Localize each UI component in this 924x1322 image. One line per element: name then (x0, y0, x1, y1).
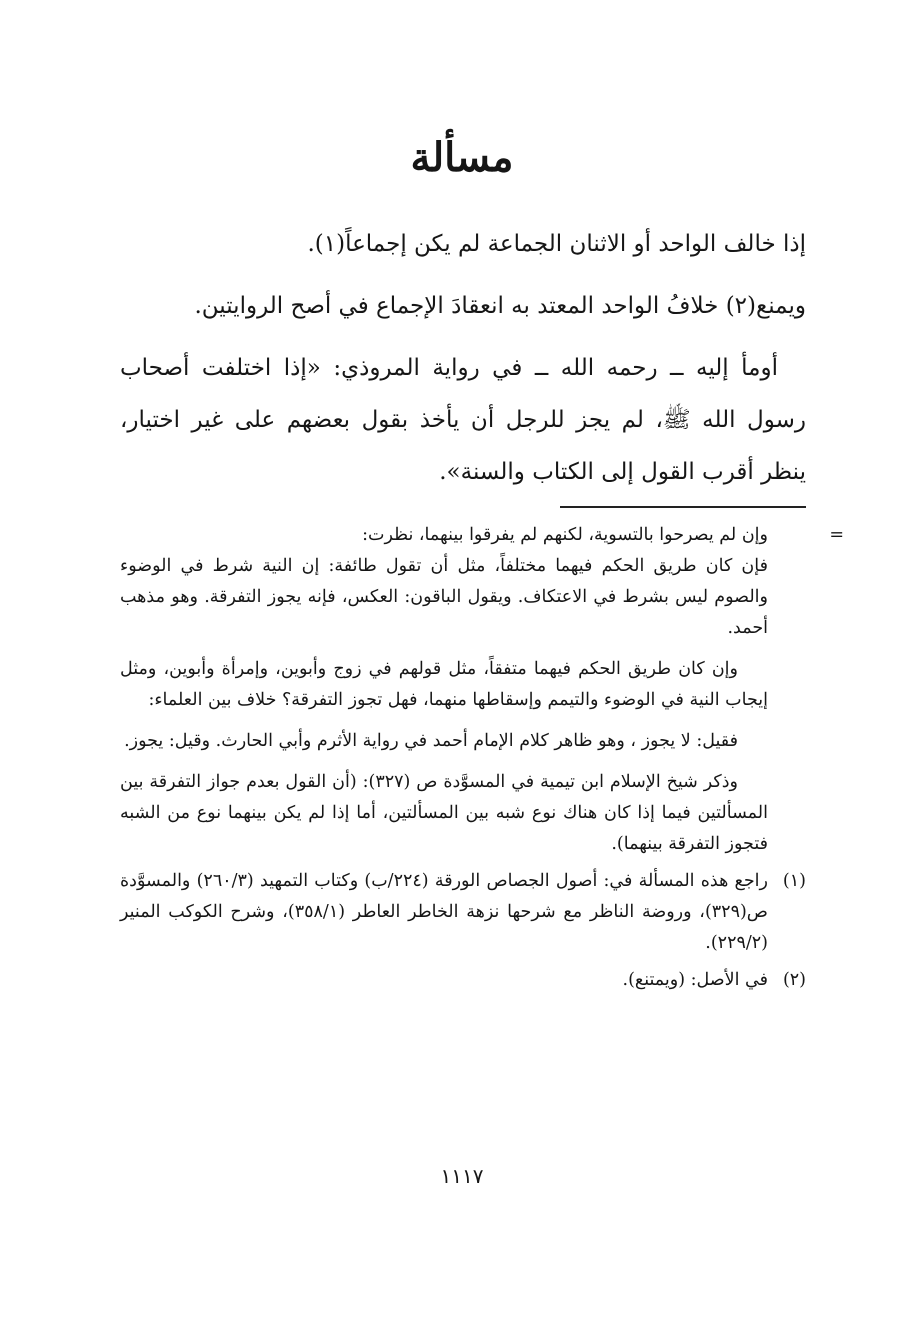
footnote-1-marker: (١) (782, 871, 806, 891)
page-number: ١١١٧ (440, 1164, 484, 1188)
footnote-cont-paragraph-2: فإن كان طريق الحكم فيهما مختلفاً، مثل أن تقول طائفة: إن النية شرط في الوضوء والصوم ليس بشرط في الاعتكاف. ويقول الباقون: العكس، فإنه يجوز التفرقة. وهو مذهب أحمد. (120, 556, 768, 638)
main-paragraph-3: أومأ إليه ــ رحمه الله ــ في رواية المروذي: «إذا اختلفت أصحاب رسول الله ﷺ، لم يجز للرجل أن يأخذ بقول بعضهم على غير اختيار، ينظر أقرب القول إلى الكتاب والسنة». (120, 355, 806, 485)
footnote-2 (120, 965, 806, 996)
footnote-cont-paragraph-3: وإن كان طريق الحكم فيهما متفقاً، مثل قولهم في زوج وأبوين، وإمرأة وأبوين، ومثل إيجاب النية في الوضوء والتيمم وإسقاطها منهما، فهل تجوز التفرقة؟ خلاف بين العلماء: (120, 659, 768, 710)
continuation-marker: = (829, 525, 844, 545)
main-paragraph-1: إذا خالف الواحد أو الاثنان الجماعة لم يكن إجماعاً(١). (307, 231, 806, 257)
footnote-1-text: راجع هذه المسألة في: أصول الجصاص الورقة (٢٢٤/ب) وكتاب التمهيد (٢٦٠/٣) والمسوَّدة ص(٣٢٩)، وروضة الناظر مع شرحها نزهة الخاطر العاطر (٣٥٨/١)، وشرح الكوكب المنير (٢٢٩/٢). (120, 871, 768, 953)
page-title: مسألة (410, 134, 514, 181)
footnote-separator (560, 506, 806, 508)
footnote-cont-paragraph-5: وذكر شيخ الإسلام ابن تيمية في المسوَّدة ص (٣٢٧): (أن القول بعدم جواز التفرقة بين المسألتين فيما إذا كان هناك نوع شبه بين المسألتين، أما إذا لم يكن بينهما نوع من الشبه فتجوز التفرقة بينهما). (120, 772, 768, 854)
main-paragraph-2: ويمنع(٢) خلافُ الواحد المعتد به انعقادَ الإجماع في أصح الروايتين. (194, 293, 806, 319)
main-text (120, 218, 806, 498)
footnotes (120, 520, 844, 996)
footnote-cont-paragraph-4: فقيل: لا يجوز ، وهو ظاهر كلام الإمام أحمد في رواية الأثرم وأبي الحارث. وقيل: يجوز. (124, 731, 738, 751)
footnote-1 (120, 866, 806, 959)
footnote-cont-text-1: وإن لم يصرحوا بالتسوية، لكنهم لم يفرقوا بينهما، نظرت: (362, 525, 768, 545)
footnote-continuation (120, 520, 844, 551)
footnote-2-text: في الأصل: (ويمتنع). (622, 970, 768, 990)
footnote-2-marker: (٢) (782, 970, 806, 990)
